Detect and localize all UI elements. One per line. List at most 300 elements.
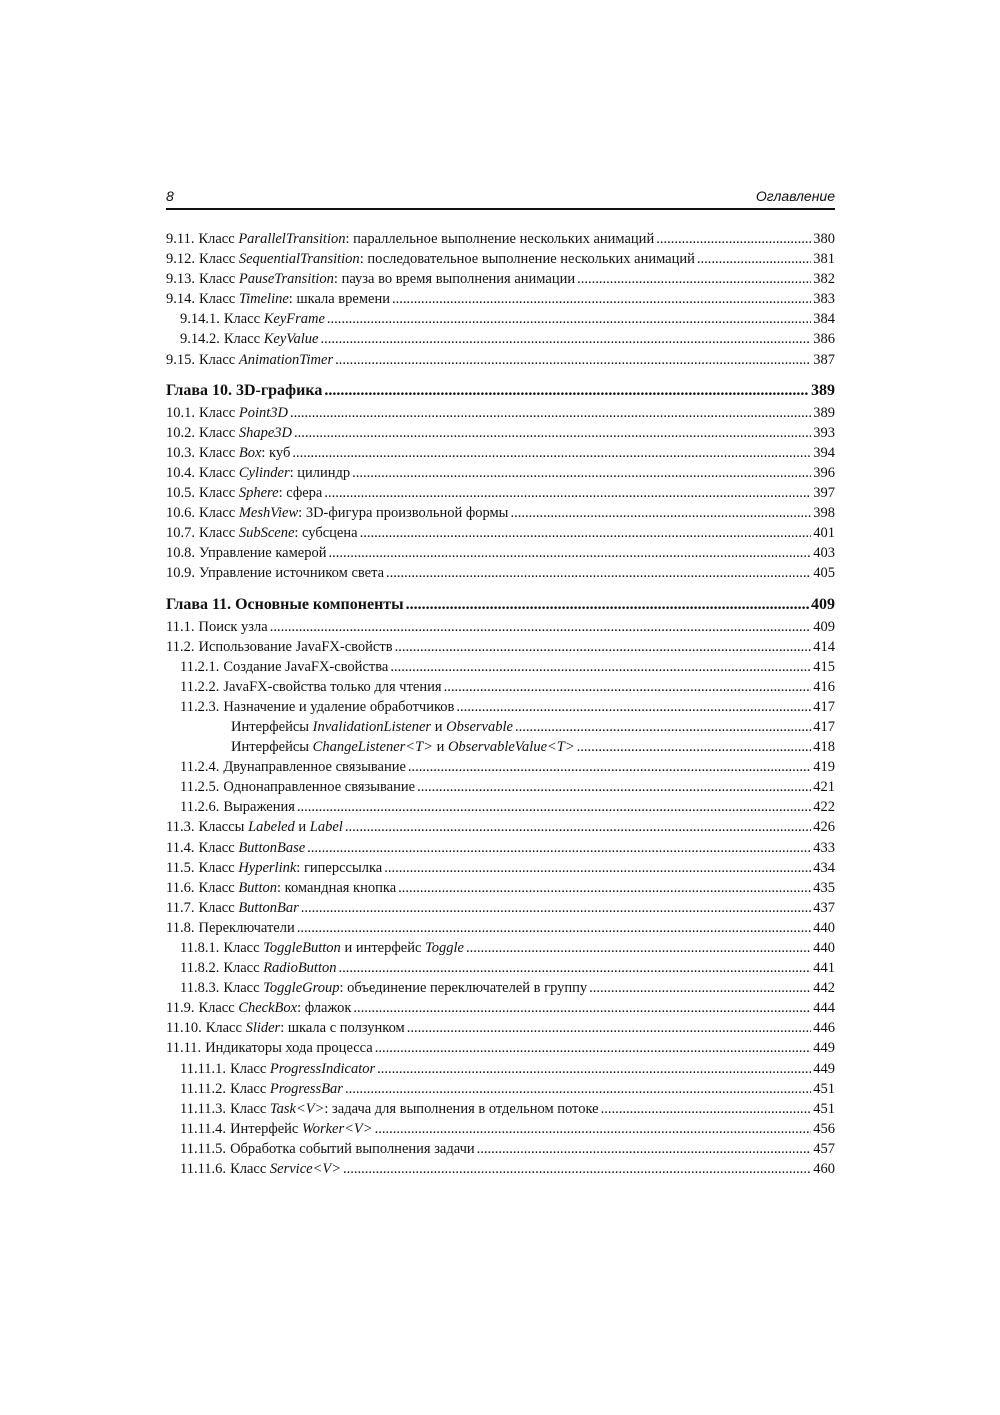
toc-entry-page: 396	[813, 464, 835, 481]
toc-entry-title-part: PauseTransition	[238, 271, 334, 288]
toc-entry-number: 10.8.	[166, 545, 195, 562]
toc-entry-title-part: Класс	[223, 940, 264, 956]
toc-entry[interactable]	[166, 563, 835, 583]
toc-entry-title-part: Cylinder	[238, 464, 290, 481]
toc-entry-title	[199, 523, 358, 543]
toc-entry-title	[206, 1018, 405, 1038]
dot-leader	[510, 503, 811, 523]
toc-entry-title-part: Shape3D	[238, 424, 293, 441]
toc-entry-title-part: ChangeListener<T>	[312, 739, 433, 756]
dot-leader	[339, 958, 812, 978]
table-of-contents	[166, 229, 835, 1179]
dot-leader	[324, 483, 811, 503]
toc-entry[interactable]	[166, 918, 835, 938]
toc-entry-title	[198, 898, 298, 918]
dot-leader	[345, 1079, 811, 1099]
toc-entry-page: 387	[813, 351, 835, 368]
toc-entry-title-part: Класс	[230, 1161, 270, 1178]
toc-entry[interactable]	[166, 1038, 835, 1058]
toc-entry-title	[199, 503, 508, 523]
toc-entry-title-part: Класс	[230, 1060, 270, 1077]
toc-entry-title-part: Класс	[199, 291, 239, 308]
toc-entry-title-part: : сфера	[278, 485, 323, 502]
toc-entry-title-part: Класс	[199, 444, 239, 461]
toc-entry-number: 11.8.	[166, 919, 195, 936]
toc-entry-title-part: : куб	[261, 444, 291, 461]
dot-leader	[656, 229, 811, 249]
toc-entry-number: 11.11.6.	[180, 1161, 227, 1178]
toc-entry-number: 11.5.	[166, 859, 195, 876]
toc-entry-page: 457	[813, 1140, 835, 1157]
toc-entry-page: 434	[813, 859, 835, 876]
toc-entry[interactable]	[166, 269, 835, 289]
toc-entry-title-part: Класс	[198, 1000, 239, 1017]
toc-entry-title-part: Класс	[199, 271, 239, 288]
toc-entry-title-part: : задача для выполнения в отдельном потоке	[324, 1100, 599, 1117]
toc-entry[interactable]	[166, 717, 835, 737]
toc-entry-title-part: : флажок	[297, 1000, 352, 1017]
toc-entry-title-part: CheckBox	[238, 1000, 298, 1017]
toc-entry-title	[199, 403, 288, 423]
toc-entry-page: 403	[813, 545, 835, 562]
dot-leader	[377, 1059, 811, 1079]
toc-entry-title	[198, 617, 267, 637]
toc-entry[interactable]	[166, 309, 835, 329]
toc-entry-title	[230, 1079, 343, 1099]
dot-leader	[577, 269, 811, 289]
toc-entry[interactable]	[166, 777, 835, 797]
toc-entry-number: 9.14.	[166, 291, 195, 308]
toc-entry-page: 460	[813, 1161, 835, 1178]
toc-entry-title-part: Класс	[223, 331, 264, 348]
toc-entry-number: 11.2.4.	[180, 759, 220, 776]
toc-entry-page: 381	[813, 251, 835, 268]
toc-entry-title	[230, 1139, 475, 1159]
toc-entry[interactable]	[166, 637, 835, 657]
toc-entry-title-part: и	[432, 739, 448, 756]
toc-entry[interactable]	[166, 1159, 835, 1179]
dot-leader	[375, 1038, 812, 1058]
toc-entry-title	[198, 229, 654, 249]
toc-entry[interactable]	[166, 878, 835, 898]
toc-entry[interactable]	[166, 483, 835, 503]
toc-entry-page: 398	[813, 505, 835, 522]
toc-entry-page: 442	[813, 980, 835, 997]
toc-entry-number: 11.2.2.	[180, 678, 220, 695]
dot-leader	[335, 350, 811, 370]
toc-entry-title-part: Point3D	[238, 404, 288, 421]
toc-entry-number: 11.11.4.	[180, 1120, 227, 1137]
toc-entry-number: 11.11.3.	[180, 1100, 227, 1117]
toc-entry-title	[223, 757, 406, 777]
toc-entry-title	[199, 423, 292, 443]
toc-entry-title-part: SequentialTransition	[238, 251, 360, 268]
toc-entry-title-part: Управление камерой	[199, 545, 327, 562]
page-number: 8	[166, 188, 174, 204]
toc-chapter[interactable]	[166, 593, 835, 617]
toc-entry-page: 433	[813, 839, 835, 856]
toc-entry[interactable]	[166, 938, 835, 958]
toc-entry[interactable]	[166, 817, 835, 837]
toc-entry-number: 10.4.	[166, 464, 195, 481]
toc-entry-title-part: и интерфейс	[340, 940, 426, 956]
toc-entry-title	[235, 593, 404, 617]
toc-entry-title-part: 3D-графика	[236, 381, 323, 399]
toc-chapter[interactable]	[166, 379, 835, 403]
toc-entry-page: 397	[813, 485, 835, 502]
toc-entry-number: 11.11.5.	[180, 1140, 227, 1157]
toc-entry-title-part: и	[294, 819, 310, 836]
toc-entry-page: 421	[813, 779, 835, 796]
toc-entry-title-part: Класс	[198, 879, 239, 896]
toc-entry-number: 11.2.6.	[180, 799, 220, 816]
toc-entry-number: 11.2.3.	[180, 698, 220, 715]
toc-entry-title	[198, 817, 342, 837]
toc-entry-number: 11.10.	[166, 1020, 202, 1037]
toc-entry-number: 11.1.	[166, 618, 195, 635]
toc-entry-title-part: : пауза во время выполнения анимации	[333, 271, 576, 288]
toc-entry-title-part: Управление источником света	[199, 565, 385, 582]
toc-entry-page: 419	[813, 759, 835, 776]
dot-leader	[408, 757, 811, 777]
toc-entry-number: 11.8.3.	[180, 980, 220, 997]
dot-leader	[270, 617, 812, 637]
dot-leader	[444, 677, 812, 697]
toc-entry-title-part: Label	[309, 819, 343, 836]
toc-entry-title-part: Hyperlink	[238, 859, 297, 876]
toc-entry-title-part: : последовательное выполнение нескольких анимаций	[359, 251, 695, 268]
toc-entry-title-part: Класс	[199, 351, 239, 368]
toc-entry-number: 11.8.1.	[180, 940, 220, 956]
toc-entry-title-part: : шкала с ползунком	[280, 1020, 405, 1037]
toc-entry-number: 9.14.1.	[180, 311, 220, 328]
toc-entry-title	[230, 1099, 599, 1119]
toc-entry-title-part: Класс	[199, 505, 239, 522]
toc-entry[interactable]	[166, 757, 835, 777]
toc-entry-title-part: ParallelTransition	[238, 231, 346, 247]
toc-entry[interactable]	[166, 523, 835, 543]
toc-entry-title	[199, 269, 575, 289]
toc-entry[interactable]	[166, 1099, 835, 1119]
dot-leader	[290, 403, 811, 423]
dot-leader	[395, 637, 812, 657]
toc-entry-title-part: : 3D-фигура произвольной формы	[298, 505, 509, 522]
toc-entry-page: 386	[813, 331, 835, 348]
toc-entry[interactable]	[166, 677, 835, 697]
toc-entry-page: 418	[813, 739, 835, 756]
toc-entry-number: 11.6.	[166, 879, 195, 896]
toc-entry-title-part: Класс	[199, 525, 239, 542]
toc-entry-title-part: Класс	[205, 1020, 246, 1037]
toc-entry-title-part: RadioButton	[263, 960, 337, 977]
toc-entry-title-part: ToggleGroup	[263, 980, 340, 997]
toc-entry[interactable]	[166, 978, 835, 998]
toc-entry-title	[205, 1038, 373, 1058]
dot-leader	[398, 878, 811, 898]
toc-entry[interactable]	[166, 737, 835, 757]
toc-entry-title	[199, 443, 290, 463]
toc-entry-number: 10.9.	[166, 565, 195, 582]
toc-entry-title	[199, 463, 350, 483]
toc-entry-title	[231, 737, 575, 757]
toc-entry[interactable]	[166, 657, 835, 677]
toc-entry-title	[224, 309, 325, 329]
toc-entry-page: 451	[813, 1100, 835, 1117]
dot-leader	[407, 1018, 812, 1038]
dot-leader	[375, 1119, 812, 1139]
dot-leader	[307, 838, 811, 858]
toc-entry[interactable]	[166, 289, 835, 309]
toc-entry-title	[198, 838, 305, 858]
toc-entry[interactable]	[166, 249, 835, 269]
toc-entry[interactable]	[166, 350, 835, 370]
toc-entry[interactable]	[166, 998, 835, 1018]
toc-entry-title-part: SubScene	[238, 525, 295, 542]
toc-entry-number: 9.14.2.	[180, 331, 220, 348]
dot-leader	[345, 817, 811, 837]
dot-leader	[292, 443, 811, 463]
toc-entry-page: 382	[813, 271, 835, 288]
toc-entry-title-part: ProgressBar	[269, 1080, 343, 1097]
toc-entry-title	[199, 543, 326, 563]
dot-leader	[601, 1099, 812, 1119]
toc-entry-title	[223, 697, 454, 717]
toc-entry-number: 11.11.	[166, 1040, 202, 1057]
toc-entry-page: 456	[813, 1120, 835, 1137]
toc-entry-title-part: Labeled	[248, 819, 295, 836]
toc-entry-title-part: ToggleButton	[263, 940, 341, 956]
toc-entry-title-part: Класс	[198, 899, 239, 916]
toc-entry-title	[223, 657, 388, 677]
toc-entry-number: 11.11.1.	[180, 1060, 227, 1077]
toc-entry-title-part: Класс	[199, 464, 239, 481]
toc-entry[interactable]	[166, 423, 835, 443]
running-header	[166, 186, 835, 210]
toc-entry[interactable]	[166, 898, 835, 918]
toc-entry-title-part: Переключатели	[198, 919, 295, 936]
toc-entry-title-part: Класс	[198, 231, 239, 247]
toc-entry-title-part: AnimationTimer	[238, 351, 334, 368]
toc-entry-title	[231, 717, 513, 737]
toc-entry[interactable]	[166, 403, 835, 423]
dot-leader	[589, 978, 811, 998]
toc-entry-number: 11.7.	[166, 899, 195, 916]
toc-entry-title-part: Service<V>	[269, 1161, 341, 1178]
toc-entry-title-part: Интерфейс	[230, 1120, 302, 1137]
toc-entry-title-part: Класс	[198, 859, 239, 876]
toc-entry[interactable]	[166, 1119, 835, 1139]
toc-entry-number: 11.3.	[166, 819, 195, 836]
toc-entry-title	[223, 797, 295, 817]
toc-entry-page: 389	[811, 381, 835, 399]
toc-entry[interactable]	[166, 797, 835, 817]
toc-entry-title	[199, 563, 384, 583]
toc-entry-page: 409	[811, 595, 835, 613]
toc-entry-title	[198, 878, 396, 898]
toc-entry-page: 414	[813, 638, 835, 655]
toc-entry-title-part: Интерфейсы	[231, 739, 313, 756]
dot-leader	[406, 593, 809, 617]
dot-leader	[353, 998, 811, 1018]
running-title: Оглавление	[755, 188, 835, 204]
toc-entry-title-part: Класс	[199, 424, 239, 441]
toc-entry-title-part: JavaFX-свойства только для чтения	[223, 678, 442, 695]
toc-entry-title	[199, 249, 695, 269]
toc-entry[interactable]	[166, 1059, 835, 1079]
toc-entry-page: 389	[813, 404, 835, 421]
toc-entry-title	[236, 379, 322, 403]
dot-leader	[697, 249, 811, 269]
dot-leader	[294, 423, 811, 443]
toc-entry-page: 444	[813, 1000, 835, 1017]
toc-entry[interactable]	[166, 697, 835, 717]
toc-entry-page: 417	[813, 698, 835, 715]
toc-entry-title-part: KeyFrame	[263, 311, 325, 328]
dot-leader	[343, 1159, 811, 1179]
toc-entry[interactable]	[166, 463, 835, 483]
toc-entry-number: 11.11.2.	[180, 1080, 227, 1097]
toc-entry-title-part: Назначение и удаление обработчиков	[223, 698, 455, 715]
toc-entry-page: 393	[813, 424, 835, 441]
toc-entry[interactable]	[166, 543, 835, 563]
toc-entry-title	[230, 1159, 341, 1179]
toc-entry-title-part: : шкала времени	[288, 291, 390, 308]
dot-leader	[384, 858, 811, 878]
toc-entry-page: 401	[813, 525, 835, 542]
toc-entry-page: 441	[813, 960, 835, 977]
toc-entry-page: 422	[813, 799, 835, 816]
toc-entry-page: 435	[813, 879, 835, 896]
toc-entry-number: 10.6.	[166, 505, 195, 522]
dot-leader	[327, 309, 811, 329]
toc-entry-title-part: Использование JavaFX-свойств	[198, 638, 393, 655]
toc-entry-page: 449	[813, 1040, 835, 1057]
toc-entry-title-part: Task<V>	[269, 1100, 325, 1117]
toc-entry-number: Глава 10.	[166, 381, 232, 399]
toc-entry[interactable]	[166, 958, 835, 978]
toc-entry-page: 409	[813, 618, 835, 635]
toc-entry-page: 437	[813, 899, 835, 916]
toc-entry-title-part: Slider	[245, 1020, 281, 1037]
dot-leader	[417, 777, 811, 797]
toc-entry-title-part: Класс	[199, 251, 239, 268]
toc-entry-page: 449	[813, 1060, 835, 1077]
dot-leader	[390, 657, 811, 677]
toc-entry-title-part: Однонаправленное связывание	[223, 779, 416, 796]
toc-entry-page: 446	[813, 1020, 835, 1037]
toc-entry[interactable]	[166, 1079, 835, 1099]
dot-leader	[392, 289, 811, 309]
toc-entry-title	[230, 1059, 375, 1079]
toc-entry-title-part: Класс	[230, 1080, 270, 1097]
dot-leader	[352, 463, 811, 483]
toc-entry-title-part: Двунаправленное связывание	[223, 759, 406, 776]
toc-entry-title-part: MeshView	[238, 505, 299, 522]
toc-entry-title-part: и	[431, 718, 447, 735]
toc-entry-title-part: Timeline	[238, 291, 289, 308]
toc-entry-number: 9.11.	[166, 231, 195, 247]
toc-entry[interactable]	[166, 503, 835, 523]
dot-leader	[320, 329, 811, 349]
toc-entry-title	[223, 958, 336, 978]
toc-entry-title-part: Поиск узла	[198, 618, 268, 635]
toc-entry-title	[223, 938, 464, 958]
toc-entry-title	[198, 637, 392, 657]
toc-entry-title-part: Button	[238, 879, 277, 896]
toc-entry-title	[223, 677, 441, 697]
toc-entry-number: 11.8.2.	[180, 960, 220, 977]
toc-entry-number: 9.15.	[166, 351, 195, 368]
toc-entry-number: 10.2.	[166, 424, 195, 441]
toc-entry-title-part: Обработка событий выполнения задачи	[230, 1140, 475, 1157]
dot-leader	[466, 938, 811, 958]
toc-entry[interactable]	[166, 443, 835, 463]
toc-entry-number: Глава 11.	[166, 595, 232, 613]
toc-entry-title-part: ObservableValue<T>	[447, 739, 575, 756]
toc-entry-title	[223, 777, 415, 797]
toc-entry-title-part: Класс	[199, 404, 239, 421]
toc-entry-title-part: Worker<V>	[301, 1120, 373, 1137]
toc-entry-title-part: Индикаторы хода процесса	[205, 1040, 373, 1057]
toc-entry-page: 440	[813, 940, 835, 956]
toc-entry-page: 383	[813, 291, 835, 308]
toc-entry-title-part: : субсцена	[294, 525, 358, 542]
toc-entry-title-part: InvalidationListener	[312, 718, 432, 735]
toc-entry-title-part: Sphere	[238, 485, 279, 502]
toc-entry-number: 9.13.	[166, 271, 195, 288]
toc-entry-title-part: Класс	[223, 980, 264, 997]
toc-entry[interactable]	[166, 329, 835, 349]
toc-entry-title-part: Выражения	[223, 799, 295, 816]
toc-entry-number: 10.3.	[166, 444, 195, 461]
toc-entry-title	[199, 483, 322, 503]
dot-leader	[301, 898, 812, 918]
dot-leader	[297, 918, 812, 938]
dot-leader	[386, 563, 811, 583]
dot-leader	[324, 379, 809, 403]
toc-entry-title-part: ButtonBar	[238, 899, 299, 916]
toc-entry-title-part: Классы	[198, 819, 249, 836]
toc-entry[interactable]	[166, 838, 835, 858]
toc-entry[interactable]	[166, 617, 835, 637]
toc-entry-title-part: Интерфейсы	[231, 718, 313, 735]
toc-entry-title	[198, 858, 382, 878]
toc-entry-page: 440	[813, 919, 835, 936]
toc-entry-title-part: Box	[238, 444, 262, 461]
toc-entry-title-part: Класс	[223, 311, 264, 328]
toc-entry-title-part: ButtonBase	[238, 839, 306, 856]
toc-entry-title-part: : цилиндр	[289, 464, 351, 481]
toc-entry-page: 417	[813, 718, 835, 735]
toc-entry[interactable]	[166, 858, 835, 878]
toc-entry-title	[224, 329, 319, 349]
toc-entry[interactable]	[166, 229, 835, 249]
toc-entry-title-part: ProgressIndicator	[269, 1060, 376, 1077]
toc-entry-number: 10.1.	[166, 404, 195, 421]
toc-entry[interactable]	[166, 1018, 835, 1038]
toc-entry-title-part: : гиперссылка	[296, 859, 383, 876]
toc-entry-title	[199, 350, 333, 370]
toc-entry-title-part: KeyValue	[263, 331, 319, 348]
toc-entry[interactable]	[166, 1139, 835, 1159]
toc-entry-title-part: Класс	[198, 839, 239, 856]
toc-entry-number: 10.5.	[166, 485, 195, 502]
dot-leader	[328, 543, 811, 563]
toc-entry-page: 416	[813, 678, 835, 695]
toc-entry-title-part: Класс	[199, 485, 239, 502]
dot-leader	[297, 797, 811, 817]
toc-entry-title-part: : объединение переключателей в группу	[339, 980, 588, 997]
